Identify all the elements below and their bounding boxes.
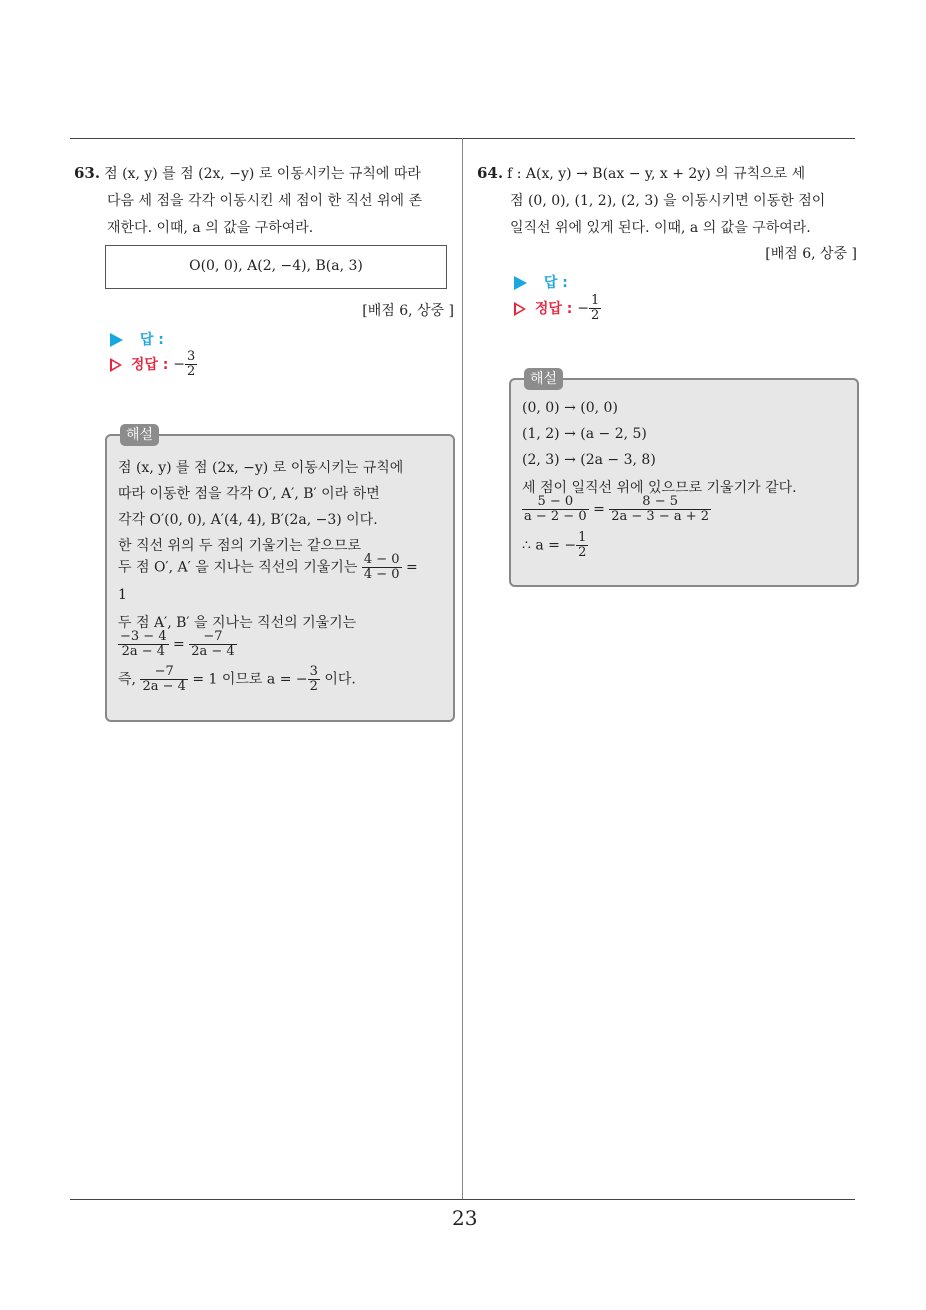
q64-text-1: f : A(x, y) → B(ax − y, x + 2y) 의 규칙으로 세 (507, 166, 806, 182)
q63-final-den-1: 2a − 4 (142, 679, 186, 694)
q63-sol-line-5-text: 두 점 O′, A′ 을 지나는 직선의 기울기는 (118, 559, 358, 576)
q63-sol-line-7: 두 점 A′, B′ 을 지나는 직선의 기울기는 (118, 615, 357, 631)
q63-sol-line-9-mid: = 1 이므로 a = − (192, 671, 308, 688)
q64-final-fraction (576, 531, 588, 560)
q64-number: 64. (477, 164, 504, 182)
bottom-rule (70, 1199, 855, 1200)
q64-sol-line-5-eq: = (593, 501, 605, 518)
question-64 (477, 160, 862, 242)
q64-text-2: 점 (0, 0), (1, 2), (2, 3) 을 이동시키면 이동한 점이 (510, 193, 826, 209)
q64-answer-label: 답 : (543, 275, 568, 291)
q64-sol-line-3: (2, 3) → (2a − 3, 8) (522, 452, 656, 468)
q63-sol-line-8-eq: = (173, 636, 185, 653)
q63-correct-sign: − (173, 356, 186, 373)
q64-correct-label: 정답 : (534, 300, 573, 317)
q63-answer-row (110, 329, 164, 349)
q63-text-1: 점 (x, y) 를 점 (2x, −y) 로 이동시키는 규칙에 따라 (104, 166, 421, 182)
q63-solution-tag: 해설 (120, 424, 159, 446)
outline-triangle-icon (514, 302, 526, 316)
column-divider (462, 138, 463, 1200)
page-number: 23 (452, 1206, 478, 1230)
q63-text-2: 다음 세 점을 각각 이동시킨 세 점이 한 직선 위에 존 (107, 193, 422, 209)
q64-answer-row (514, 272, 568, 292)
q63-sol-line-8 (118, 630, 237, 659)
q63-correct-den: 2 (187, 364, 196, 379)
q63-given-points-box: O(0, 0), A(2, −4), B(a, 3) (105, 245, 447, 289)
q64-slope-num-1: 5 − 0 (522, 495, 589, 510)
question-63 (74, 160, 459, 242)
q64-correct-den: 2 (591, 308, 600, 323)
q63-slope-den-1: 2a − 4 (121, 644, 166, 659)
q64-correct-sign: − (577, 300, 590, 317)
q64-sol-line-6 (522, 531, 588, 560)
q63-final-fraction-2 (308, 665, 320, 694)
q63-answer-label: 답 : (139, 332, 164, 348)
q64-correct-row (514, 294, 601, 323)
q63-slope-fraction (362, 553, 402, 582)
q63-slope-num: 4 − 0 (363, 552, 400, 567)
q63-correct-num: 3 (187, 349, 196, 364)
q63-score: [배점 6, 상중 ] (362, 303, 454, 319)
play-icon (514, 276, 527, 290)
q64-final-num: 1 (578, 530, 587, 545)
q63-sol-line-3: 각각 O′(0, 0), A′(4, 4), B′(2a, −3) 이다. (118, 512, 378, 528)
q64-sol-line-6-pre: ∴ a = − (522, 537, 577, 554)
q63-line-1 (74, 160, 459, 188)
q63-slope-fraction-1 (118, 630, 169, 659)
q64-correct-num: 1 (591, 293, 600, 308)
q63-sol-line-9-post: 이다. (324, 671, 356, 688)
q64-line-1 (477, 160, 862, 188)
q63-slope-fraction-2 (189, 630, 236, 659)
q63-sol-line-1: 점 (x, y) 를 점 (2x, −y) 로 이동시키는 규칙에 (118, 460, 404, 476)
q63-sol-line-6: 1 (118, 587, 127, 603)
q64-slope-den-2: 2a − 3 − a + 2 (611, 509, 710, 524)
q64-sol-line-5 (522, 495, 711, 524)
q64-slope-num-2: 8 − 5 (609, 495, 711, 510)
q63-sol-line-9 (118, 665, 356, 694)
q63-slope-den-2: 2a − 4 (191, 644, 235, 659)
q63-correct-row (110, 350, 197, 379)
q63-slope-num-2: −7 (189, 630, 236, 645)
q64-text-3: 일직선 위에 있게 된다. 이때, a 의 값을 구하여라. (510, 220, 811, 236)
q63-sol-line-9-pre: 즉, (118, 671, 136, 688)
q63-slope-den: 4 − 0 (363, 567, 400, 582)
q63-sol-line-5-eq: = (405, 559, 418, 576)
q63-sol-line-5 (118, 553, 418, 582)
q63-sol-line-2: 따라 이동한 점을 각각 O′, A′, B′ 이라 하면 (118, 486, 380, 502)
q63-final-num-2: 3 (309, 664, 318, 679)
q63-final-fraction-1 (140, 665, 187, 694)
q64-sol-line-2: (1, 2) → (a − 2, 5) (522, 426, 647, 442)
q64-correct-fraction (589, 294, 601, 323)
outline-triangle-icon (110, 358, 122, 372)
q64-slope-den-1: a − 2 − 0 (524, 509, 587, 524)
q64-sol-line-1: (0, 0) → (0, 0) (522, 400, 618, 416)
q64-slope-fraction-1 (522, 495, 589, 524)
q63-sol-line-4: 한 직선 위의 두 점의 기울기는 같으므로 (118, 538, 362, 554)
q64-slope-fraction-2 (609, 495, 711, 524)
play-icon (110, 333, 123, 347)
q64-solution-tag: 해설 (524, 368, 563, 390)
q63-text-3: 재한다. 이때, a 의 값을 구하여라. (107, 220, 314, 236)
q63-slope-num-1: −3 − 4 (120, 629, 167, 644)
q64-score: [배점 6, 상중 ] (765, 246, 857, 262)
q63-correct-fraction (185, 350, 197, 379)
q64-final-den: 2 (578, 545, 587, 560)
q63-final-num-1: −7 (140, 665, 187, 680)
q63-final-den-2: 2 (309, 679, 318, 694)
q64-sol-line-4: 세 점이 일직선 위에 있으므로 기울기가 같다. (522, 480, 797, 496)
q63-number: 63. (74, 164, 101, 182)
q63-correct-label: 정답 : (130, 356, 169, 373)
